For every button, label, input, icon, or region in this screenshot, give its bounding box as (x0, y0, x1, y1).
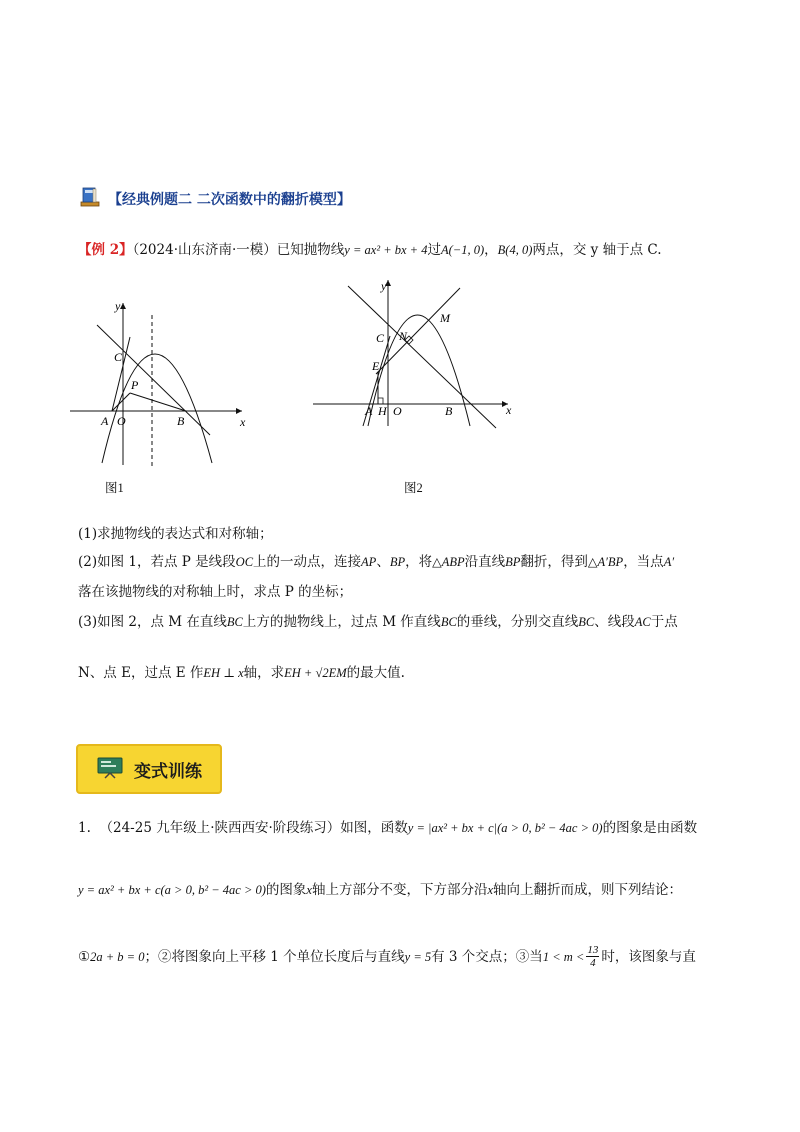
fig1-label-x: x (240, 415, 246, 429)
fig2-label-x: x (506, 403, 512, 417)
fig2-label-a: A (365, 404, 373, 418)
section-title (78, 186, 351, 212)
section-title-text: 【经典例题二 二次函数中的翻折模型】 (108, 192, 351, 208)
fig2-label-c: C (376, 331, 385, 345)
conclusion-2-text-a: ；②将图象向上平移 1 个单位长度后与直线 (144, 948, 405, 965)
exercise-1-x-1: x (306, 883, 312, 897)
q3-bc-2: BC (440, 615, 457, 629)
question-3-line-1 (78, 612, 678, 632)
fig1-label-y: y (115, 299, 121, 313)
exercise-1-line-2 (78, 880, 682, 900)
q2-bp-2: BP (505, 555, 521, 569)
figure-2 (308, 276, 523, 431)
fig1-label-p: P (131, 378, 139, 392)
q3-text-e: 于点 (650, 614, 678, 630)
q3-text-d: 、线段 (594, 614, 635, 630)
q2-abp: △ABP (432, 555, 465, 569)
exercise-1-text-d: 轴向上翻折而成，则下列结论： (493, 882, 683, 898)
q2-bp: BP (389, 555, 406, 569)
example-comma: ， (484, 242, 498, 258)
q3-expression: EH + √2EM (284, 666, 347, 680)
fig2-label-n: N (399, 329, 408, 343)
q3-text-c: 的垂线，分别交直线 (456, 614, 579, 630)
q2-a1bp: △A′BP (587, 555, 624, 569)
q2-oc: OC (235, 555, 254, 569)
exercise-1-text-b: 的图象 (265, 882, 307, 898)
example-text-a: 已知抛物线 (276, 242, 345, 258)
fig1-label-a: A (101, 414, 109, 428)
presentation-board-icon (96, 755, 124, 783)
q3-line2-text-a: N、点 E，过点 E 作 (78, 665, 204, 681)
q2-text-d: ，将 (405, 554, 433, 570)
book-stack-icon (78, 185, 102, 213)
conclusion-1-mark: ① (78, 948, 91, 965)
q3-bc: BC (226, 615, 243, 629)
fraction-numerator: 13 (587, 944, 599, 956)
variant-training-banner (76, 744, 222, 794)
example-statement (78, 240, 662, 260)
question-3-line-2 (78, 663, 405, 683)
example-tag: 【例 2】 (78, 242, 133, 258)
parabola-equation: y = ax² + bx + 4 (344, 243, 428, 257)
fig2-label-h: H (378, 404, 387, 418)
point-b: B(4, 0) (497, 243, 533, 257)
question-1: (1)求抛物线的表达式和对称轴； (78, 526, 273, 542)
conclusion-2-line-equation: y = 5 (404, 949, 432, 964)
question-2-line-2: 落在该抛物线的对称轴上时，求点 P 的坐标； (78, 584, 353, 600)
q2-text-c: 、 (376, 554, 390, 570)
exercise-1-function: y = ax² + bx + c(a > 0, b² − 4ac > 0) (78, 883, 266, 897)
q3-text-b: 上方的抛物线上，过点 M 作直线 (242, 614, 441, 630)
example-source: （2024·山东济南·一模） (132, 242, 277, 258)
q3-eh-perp: EH ⊥ x (203, 666, 244, 680)
q3-line2-text-b: 轴，求 (243, 665, 285, 681)
conclusion-3-text-b: 时，该图象与直 (601, 948, 696, 965)
conclusion-2-text-b: 有 3 个交点；③当 (431, 948, 543, 965)
exercise-1-line-1 (78, 818, 697, 838)
exercise-1-line-3 (78, 944, 696, 969)
q3-line2-text-c: 的最大值. (346, 665, 405, 681)
conclusion-1-expression: 2a + b = 0 (90, 949, 145, 964)
exercise-1-text-c: 轴上方部分不变，下方部分沿 (311, 882, 488, 898)
example-text-c: 两点，交 y 轴于点 C. (532, 242, 662, 258)
variant-training-label: 变式训练 (134, 761, 202, 782)
fig2-label-y: y (381, 279, 387, 293)
fraction-denominator: 4 (590, 957, 596, 969)
exercise-1-abs-function: y = |ax² + bx + c|(a > 0, b² − 4ac > 0) (407, 821, 603, 835)
q3-ac: AC (634, 615, 651, 629)
q2-text-b: 上的一动点，连接 (253, 554, 362, 570)
exercise-1-text-a: 的图象是由函数 (602, 820, 698, 836)
fig1-label-c: C (114, 350, 123, 364)
q2-ap: AP (361, 555, 377, 569)
q2-text-e: 沿直线 (464, 554, 506, 570)
q2-text-f: 翻折，得到 (520, 554, 588, 570)
figure-1 (70, 295, 260, 470)
q3-text-a: (3)如图 2，点 M 在直线 (78, 614, 227, 630)
fig2-label-m: M (440, 311, 450, 325)
point-a: A(−1, 0) (441, 243, 485, 257)
question-2-line-1 (78, 552, 674, 572)
fig2-label-e: E (372, 359, 380, 373)
q2-text-a: (2)如图 1，若点 P 是线段 (78, 554, 236, 570)
figure-2-caption: 图2 (404, 481, 423, 495)
exercise-1-source: （24-25 九年级上·陕西西安·阶段练习）如图，函数 (99, 820, 408, 836)
conclusion-3-inequality: 1 < m < (542, 949, 585, 964)
fig1-label-o: O (117, 414, 126, 428)
fig1-label-b: B (177, 414, 185, 428)
conclusion-3-fraction (586, 944, 599, 969)
q3-bc-3: BC (578, 615, 595, 629)
fig2-label-o: O (393, 404, 402, 418)
q2-text-g: ，当点 (623, 554, 664, 570)
q2-a1: A′ (663, 555, 675, 569)
example-text-b: 过 (427, 242, 441, 258)
figure-1-caption: 图1 (105, 481, 124, 495)
exercise-1-x-2: x (487, 883, 494, 897)
exercise-1-number: 1. (78, 820, 91, 836)
fig2-label-b: B (445, 404, 453, 418)
